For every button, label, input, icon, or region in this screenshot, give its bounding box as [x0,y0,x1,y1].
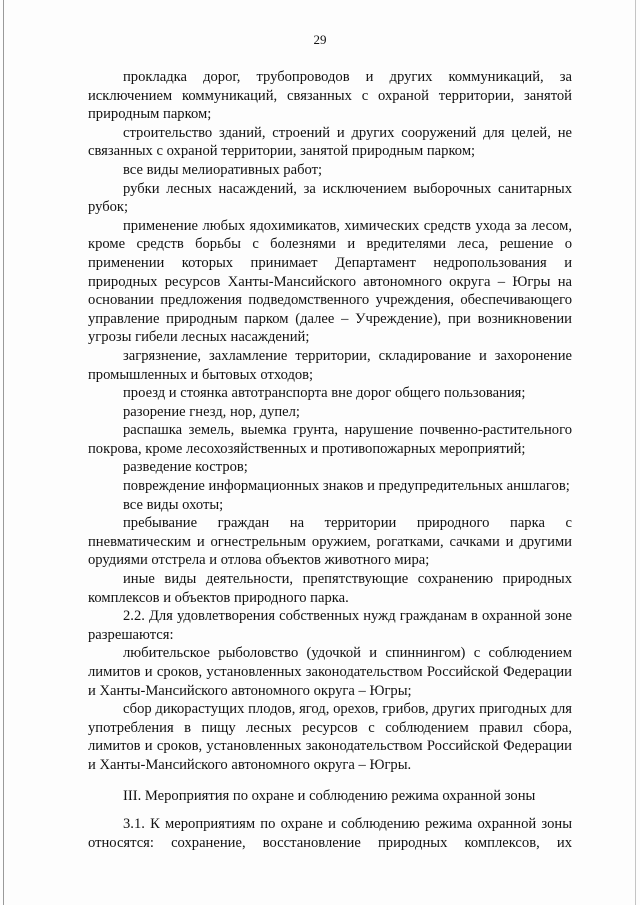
document-body [88,68,572,852]
page-left-edge [3,0,4,905]
paragraph-clause-2-2: 2.2. Для удовлетворения собственных нужд гражданам в охранной зоне разрешаются: [88,608,572,643]
paragraph-pollution: загрязнение, захламление территории, складирование и захоронение промышленных и бытовых отходов; [88,347,572,383]
page-right-edge [635,0,636,905]
paragraph-vehicles: проезд и стоянка автотранспорта вне дорог общего пользования; [123,385,526,402]
paragraph-chemicals: применение любых ядохимикатов, химических средств ухода за лесом, кроме средств борьбы с болезнями и вредителями леса, решение о применении которых принимает Департамент недропользования и природных ресурсов Ханты-Мансийского автономного округа – Югры на основании предложения подведомственного учреждения, обеспечивающего управление природным парком (далее – Учреждение), при возникновении угрозы гибели лесных насаждений; [88,217,572,346]
page-number: 29 [313,32,327,47]
paragraph-clause-3-1: 3.1. К мероприятиям по охране и соблюдению режима охранной зоны относятся: сохранение, восстановление природных комплексов, их [88,816,572,851]
paragraph-signs-damage: повреждение информационных знаков и предупредительных аншлагов; [123,478,570,495]
paragraph-weapons: пребывание граждан на территории природного парка с пневматическим и огнестрельным оружием, рогатками, сачками и другими орудиями отстрела и отлова объектов животного мира; [88,515,572,569]
section-heading: III. Мероприятия по охране и соблюдению режима охранной зоны [123,787,536,804]
paragraph-road-laying: прокладка дорог, трубопроводов и других коммуникаций, за исключением коммуникаций, связанных с охраной территории, занятой природным парком; [88,69,572,123]
paragraph-fishing: любительское рыболовство (удочкой и спиннингом) с соблюдением лимитов и сроков, установленных законодательством Российской Федерации и Ханты-Мансийского автономного округа – Югры; [88,645,572,699]
paragraph-other-activities: иные виды деятельности, препятствующие сохранению природных комплексов и объектов природного парка. [88,571,572,606]
paragraph-melioration: все виды мелиоративных работ; [123,161,323,178]
paragraph-ploughing: распашка земель, выемка грунта, нарушение почвенно-растительного покрова, кроме лесохозяйственных и противопожарных мероприятий; [88,422,572,457]
paragraph-construction: строительство зданий, строений и других сооружений для целей, не связанных с охраной территории, занятой природным парком; [88,124,572,160]
paragraph-nests: разорение гнезд, нор, дупел; [123,403,300,420]
paragraph-logging: рубки лесных насаждений, за исключением выборочных санитарных рубок; [88,180,572,216]
paragraph-gathering: сбор дикорастущих плодов, ягод, орехов, грибов, других пригодных для употребления в пищу лесных ресурсов с соблюдением правил сбора, лимитов и сроков, установленных законодательством Российской Федерации и Ханты-Мансийского автономного округа – Югры. [88,701,572,773]
paragraph-hunting: все виды охоты; [123,496,224,513]
paragraph-bonfires: разведение костров; [123,459,248,476]
